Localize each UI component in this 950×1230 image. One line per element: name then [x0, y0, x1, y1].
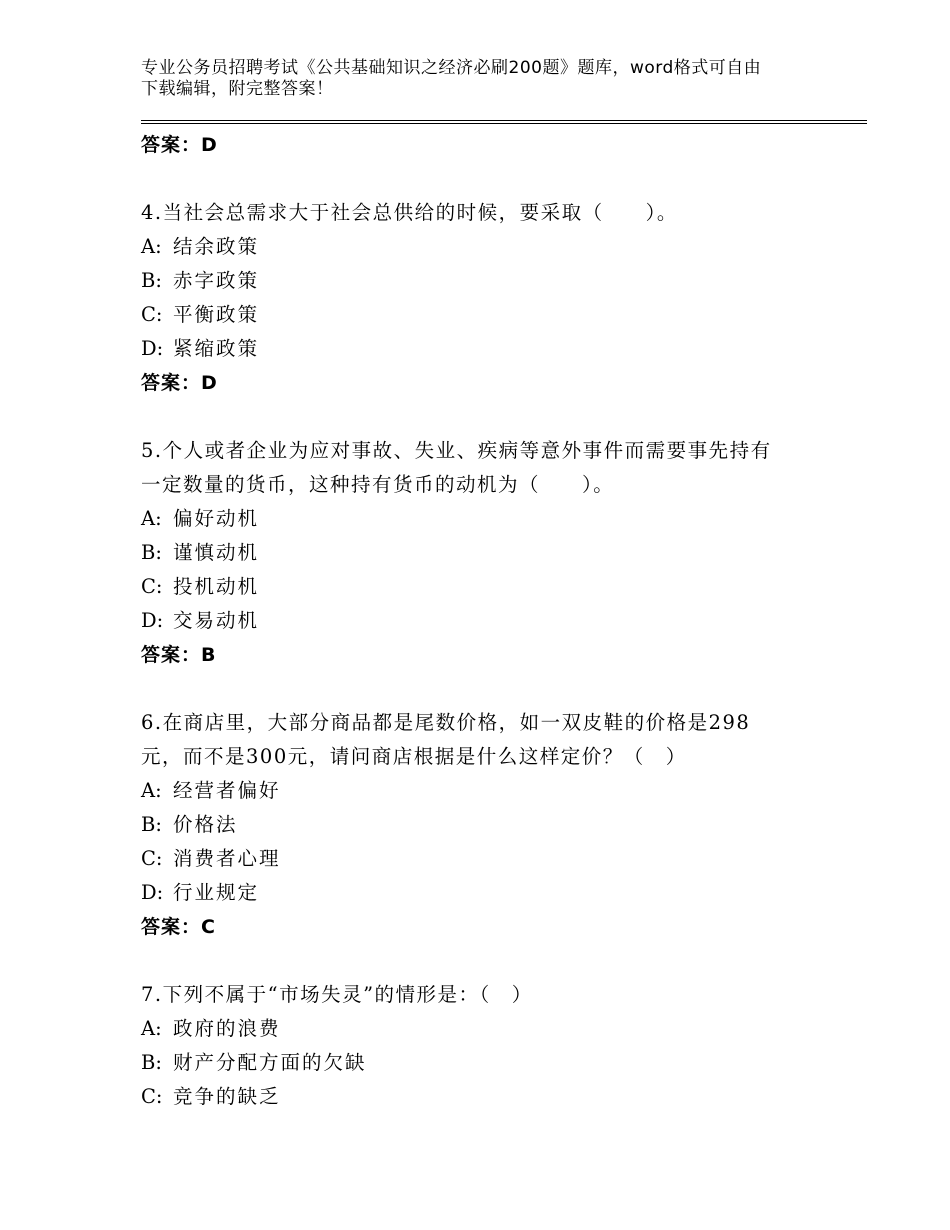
option-text: 财产分配方面的欠缺	[173, 1051, 367, 1074]
answer-label: 答案：	[141, 134, 202, 156]
answer-label: 答案：	[141, 372, 202, 394]
question-5	[141, 434, 821, 672]
question-4	[141, 196, 821, 400]
option-text: 平衡政策	[173, 303, 260, 326]
header-rule	[141, 120, 867, 124]
option-key: A:	[141, 1017, 162, 1040]
answer-value: D	[201, 372, 218, 394]
answer-value: D	[201, 134, 218, 156]
option-key: C:	[141, 575, 163, 598]
header-line-1: 专业公务员招聘考试《公共基础知识之经济必刷200题》题库，word格式可自由	[141, 58, 762, 78]
question-text: 一定数量的货币，这种持有货币的动机为（ ）。	[141, 473, 615, 496]
spacer	[141, 944, 821, 978]
answer-line	[141, 910, 821, 944]
option-c	[141, 842, 821, 876]
question-6	[141, 706, 821, 944]
option-d	[141, 604, 821, 638]
option-key: C:	[141, 303, 163, 326]
option-text: 行业规定	[173, 881, 260, 904]
question-text: 6.在商店里，大部分商品都是尾数价格，如一双皮鞋的价格是298	[141, 711, 751, 734]
header-line-2: 下载编辑，附完整答案！	[141, 79, 334, 99]
question-text: 元，而不是300元，请问商店根据是什么这样定价？（ ）	[141, 745, 687, 768]
answer-line	[141, 128, 821, 162]
option-text: 紧缩政策	[173, 337, 260, 360]
option-text: 政府的浪费	[173, 1017, 281, 1040]
option-key: D:	[141, 881, 164, 904]
option-text: 赤字政策	[173, 269, 260, 292]
answer-label: 答案：	[141, 644, 202, 666]
option-key: B:	[141, 541, 162, 564]
question-text: 5.个人或者企业为应对事故、失业、疾病等意外事件而需要事先持有	[141, 439, 772, 462]
option-b	[141, 536, 821, 570]
option-key: B:	[141, 269, 162, 292]
spacer	[141, 400, 821, 434]
question-list	[141, 128, 821, 1114]
option-key: A:	[141, 507, 162, 530]
option-text: 经营者偏好	[173, 779, 281, 802]
option-key: C:	[141, 1085, 163, 1108]
spacer	[141, 162, 821, 196]
question-text: 7.下列不属于“市场失灵”的情形是：（ ）	[141, 983, 533, 1006]
answer-line	[141, 366, 821, 400]
option-key: D:	[141, 337, 164, 360]
answer-value: B	[201, 644, 217, 666]
option-a	[141, 774, 821, 808]
option-text: 投机动机	[173, 575, 260, 598]
question-text: 4.当社会总需求大于社会总供给的时候，要采取（ ）。	[141, 201, 678, 224]
option-a	[141, 230, 821, 264]
option-key: B:	[141, 1051, 162, 1074]
option-text: 结余政策	[173, 235, 260, 258]
option-a	[141, 502, 821, 536]
spacer	[141, 672, 821, 706]
answer-label: 答案：	[141, 916, 202, 938]
option-text: 偏好动机	[173, 507, 260, 530]
option-key: A:	[141, 235, 162, 258]
answer-line	[141, 638, 821, 672]
option-text: 竞争的缺乏	[173, 1085, 281, 1108]
option-b	[141, 264, 821, 298]
option-d	[141, 876, 821, 910]
option-c	[141, 1080, 821, 1114]
option-text: 消费者心理	[173, 847, 281, 870]
option-text: 谨慎动机	[173, 541, 260, 564]
option-text: 价格法	[173, 813, 238, 836]
option-c	[141, 570, 821, 604]
question-7	[141, 978, 821, 1114]
option-key: D:	[141, 609, 164, 632]
answer-value: C	[201, 916, 216, 938]
option-b	[141, 1046, 821, 1080]
option-key: C:	[141, 847, 163, 870]
option-c	[141, 298, 821, 332]
option-b	[141, 808, 821, 842]
option-text: 交易动机	[173, 609, 260, 632]
document-header	[141, 58, 831, 100]
option-a	[141, 1012, 821, 1046]
option-key: A:	[141, 779, 162, 802]
option-key: B:	[141, 813, 162, 836]
option-d	[141, 332, 821, 366]
